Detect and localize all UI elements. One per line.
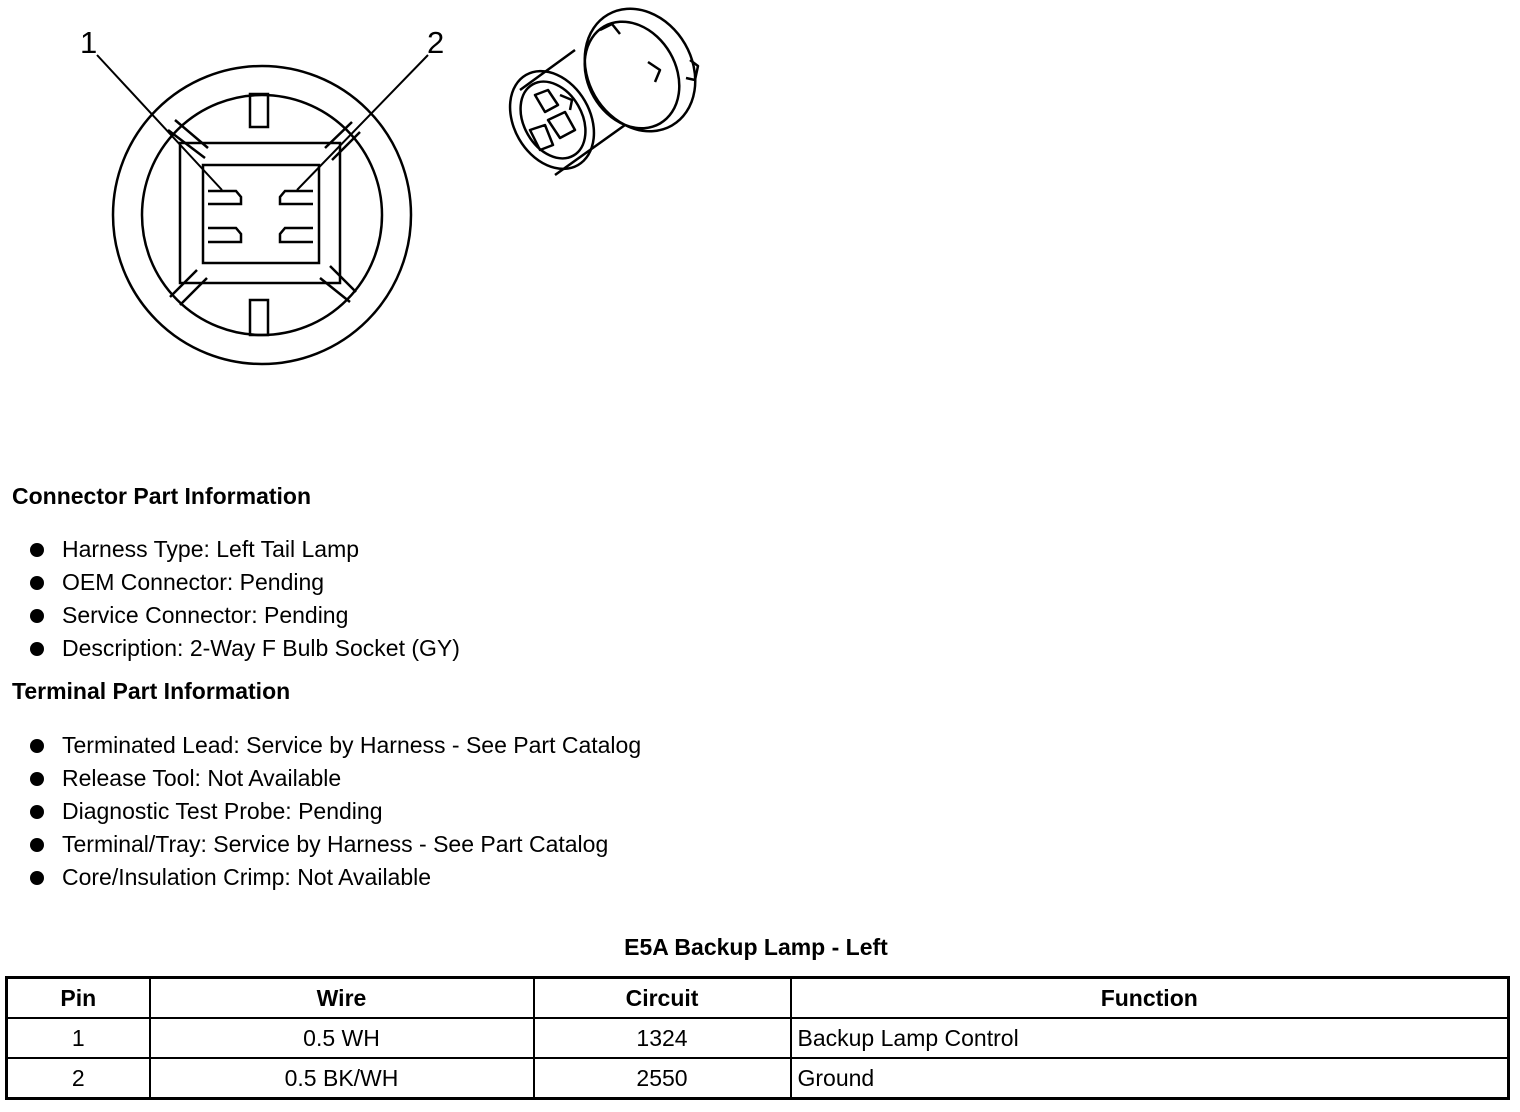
socket-front-face <box>500 56 611 184</box>
bullet-icon <box>30 543 44 557</box>
terminal-1-lower <box>208 228 241 242</box>
table-header-row <box>7 978 1509 1019</box>
circuit-cell: 1324 <box>534 1018 791 1058</box>
list-item: Core/Insulation Crimp: Not Available <box>30 862 641 895</box>
bullet-icon <box>30 739 44 753</box>
list-item: Service Connector: Pending <box>30 600 460 633</box>
pin-1-leader <box>97 55 222 190</box>
wire-cell: 0.5 BK/WH <box>150 1058 534 1099</box>
terminal-2-lower <box>280 228 313 242</box>
pin-cell: 2 <box>7 1058 150 1099</box>
list-item: Terminated Lead: Service by Harness - See Part Catalog <box>30 730 641 763</box>
list-item: Terminal/Tray: Service by Harness - See Part Catalog <box>30 829 641 862</box>
pin-cell: 1 <box>7 1018 150 1058</box>
pin-table <box>5 976 1510 1100</box>
list-item: Diagnostic Test Probe: Pending <box>30 796 641 829</box>
terminal-cavity <box>203 165 319 263</box>
wire-cell: 0.5 WH <box>150 1018 534 1058</box>
column-header-function: Function <box>791 978 1509 1019</box>
list-item: OEM Connector: Pending <box>30 567 460 600</box>
bullet-icon <box>30 576 44 590</box>
terminal-info-list <box>30 730 641 895</box>
column-header-circuit: Circuit <box>534 978 791 1019</box>
pin-2-callout: 2 <box>427 25 445 60</box>
connector-info-list <box>30 534 460 666</box>
list-item: Harness Type: Left Tail Lamp <box>30 534 460 567</box>
bottom-key <box>250 300 268 335</box>
column-header-wire: Wire <box>150 978 534 1019</box>
connector-face-diagram <box>60 20 460 380</box>
terminal-1-upper <box>208 191 241 204</box>
connector-outer-ring <box>113 66 411 364</box>
function-cell: Backup Lamp Control <box>791 1018 1509 1058</box>
bullet-icon <box>30 642 44 656</box>
bullet-icon <box>30 772 44 786</box>
list-item: Description: 2-Way F Bulb Socket (GY) <box>30 633 460 666</box>
pin-1-callout: 1 <box>80 25 98 60</box>
connector-info-heading: Connector Part Information <box>12 483 312 509</box>
bullet-icon <box>30 838 44 852</box>
bulb-socket-diagram <box>500 0 710 210</box>
pin-table-title: E5A Backup Lamp - Left <box>624 934 888 960</box>
circuit-cell: 2550 <box>534 1058 791 1099</box>
bullet-icon <box>30 609 44 623</box>
function-cell: Ground <box>791 1058 1509 1099</box>
column-header-pin: Pin <box>7 978 150 1019</box>
top-key <box>250 94 268 127</box>
bullet-icon <box>30 805 44 819</box>
table-row <box>7 1058 1509 1099</box>
bullet-icon <box>30 871 44 885</box>
terminal-2-upper <box>280 191 313 204</box>
table-row <box>7 1018 1509 1058</box>
list-item: Release Tool: Not Available <box>30 763 641 796</box>
terminal-info-heading: Terminal Part Information <box>12 678 291 704</box>
